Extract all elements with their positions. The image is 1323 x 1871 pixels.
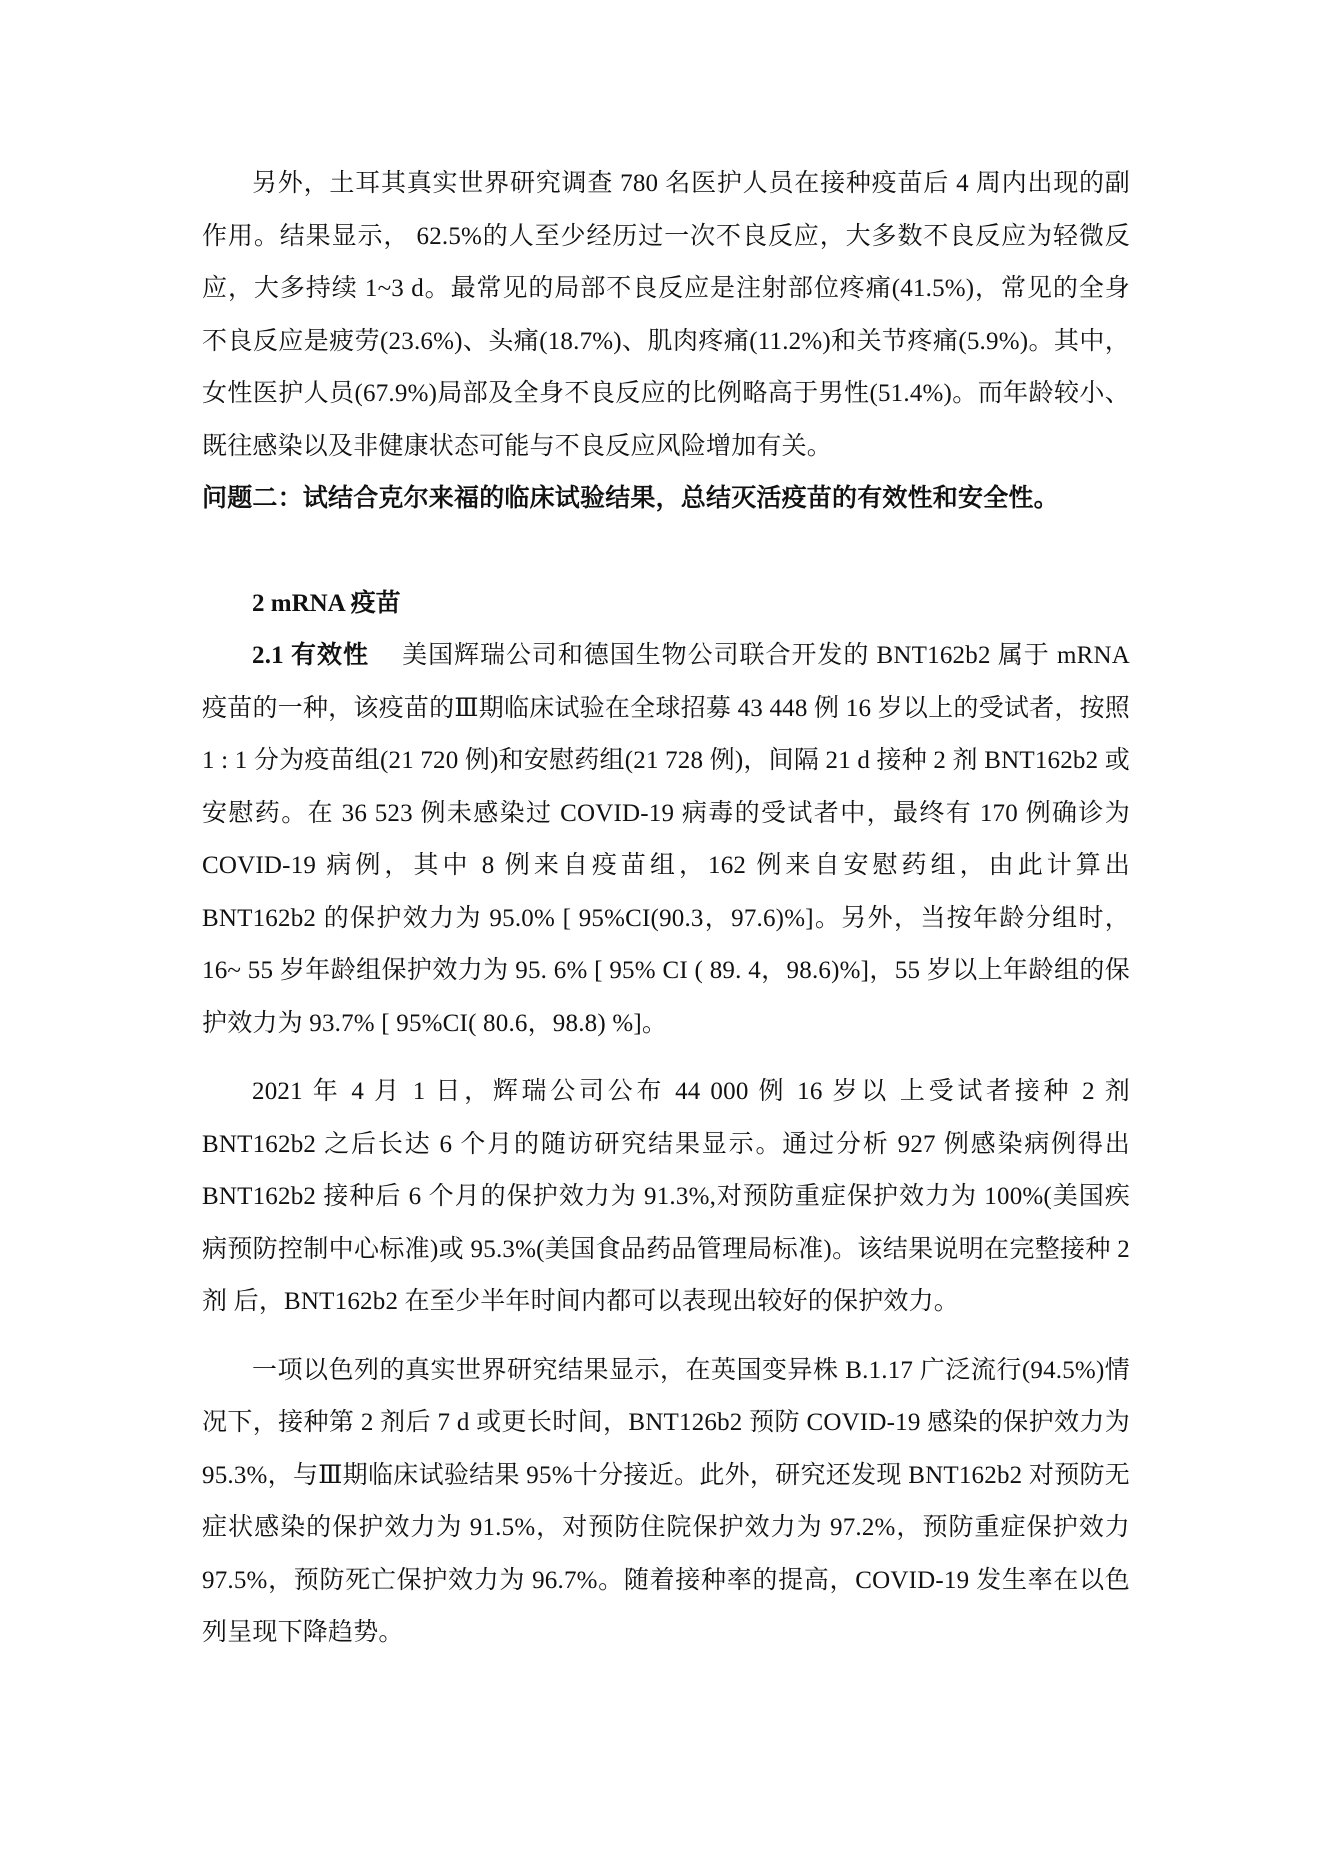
spacer bbox=[202, 1050, 1130, 1066]
subsection-label-efficacy: 2.1 有效性 bbox=[252, 642, 369, 669]
document-body bbox=[202, 158, 1130, 1660]
paragraph-pfizer-followup: 2021 年 4 月 1 日，辉瑞公司公布 44 000 例 16 岁以 上受试者接种 2 剂 BNT162b2 之后长达 6 个月的随访研究结果显示。通过分析 927 例感染病例得出 BNT162b2 接种后 6 个月的保护效力为 91.3%,对预防重症保护效力为 100%(美国疾病预防控制中心标准)或 95.3%(美国食品药品管理局标准)。该结果说明在完整接种 2 剂 后，BNT162b2 在至少半年时间内都可以表现出较好的保护效力。 bbox=[202, 1078, 1130, 1315]
question-two: 问题二：试结合克尔来福的临床试验结果，总结灭活疫苗的有效性和安全性。 bbox=[202, 485, 1059, 512]
paragraph-turkey-study: 另外，土耳其真实世界研究调查 780 名医护人员在接种疫苗后 4 周内出现的副作用。结果显示， 62.5%的人至少经历过一次不良反应，大多数不良反应为轻微反应，大多持续 1~3 d。最常见的局部不良反应是注射部位疼痛(41.5%)，常见的全身不良反应是疲劳(23.6%)、头痛(18.7%)、肌肉疼痛(11.2%)和关节疼痛(5.9%)。其中，女性医护人员(67.9%)局部及全身不良反应的比例略高于男性(51.4%)。而年龄较小、既往感染以及非健康状态可能与不良反应风险增加有关。 bbox=[202, 170, 1130, 460]
paragraph-efficacy-text: 美国辉瑞公司和德国生物公司联合开发的 BNT162b2 属于 mRNA 疫苗的一种，该疫苗的Ⅲ期临床试验在全球招募 43 448 例 16 岁以上的受试者，按照 1 : 1 分为疫苗组(21 720 例)和安慰药组(21 728 例)，间隔 21 d 接种 2 剂 BNT162b2 或安慰药。在 36 523 例未感染过 COVID-19 病毒的受试者中，最终有 170 例确诊为 COVID-19 病例，其中 8 例来自疫苗组，162 例来自安慰药组，由此计算出 BNT162b2 的保护效力为 95.0% [ 95%CI(90.3，97.6)%]。另外，当按年龄分组时，16~ 55 岁年龄组保护效力为 95. 6% [ 95% CI ( 89. 4，98.6)%]，55 岁以上年龄组的保护效力为 93.7% [ 95%CI( 80.6，98.8) %]。 bbox=[202, 642, 1131, 1037]
spacer bbox=[202, 526, 1130, 578]
paragraph-efficacy bbox=[202, 630, 1130, 1050]
spacer bbox=[202, 1329, 1130, 1345]
paragraph-israel-study: 一项以色列的真实世界研究结果显示，在英国变异株 B.1.17 广泛流行(94.5%)情况下，接种第 2 剂后 7 d 或更长时间，BNT126b2 预防 COVID-19 感染的保护效力为 95.3%，与Ⅲ期临床试验结果 95%十分接近。此外，研究还发现 BNT162b2 对预防无症状感染的保护效力为 91.5%，对预防住院保护效力为 97.2%，预防重症保护效力 97.5%，预防死亡保护效力为 96.7%。随着接种率的提高，COVID-19 发生率在以色列呈现下降趋势。 bbox=[202, 1356, 1130, 1646]
section-heading-mrna: 2 mRNA 疫苗 bbox=[252, 589, 401, 617]
